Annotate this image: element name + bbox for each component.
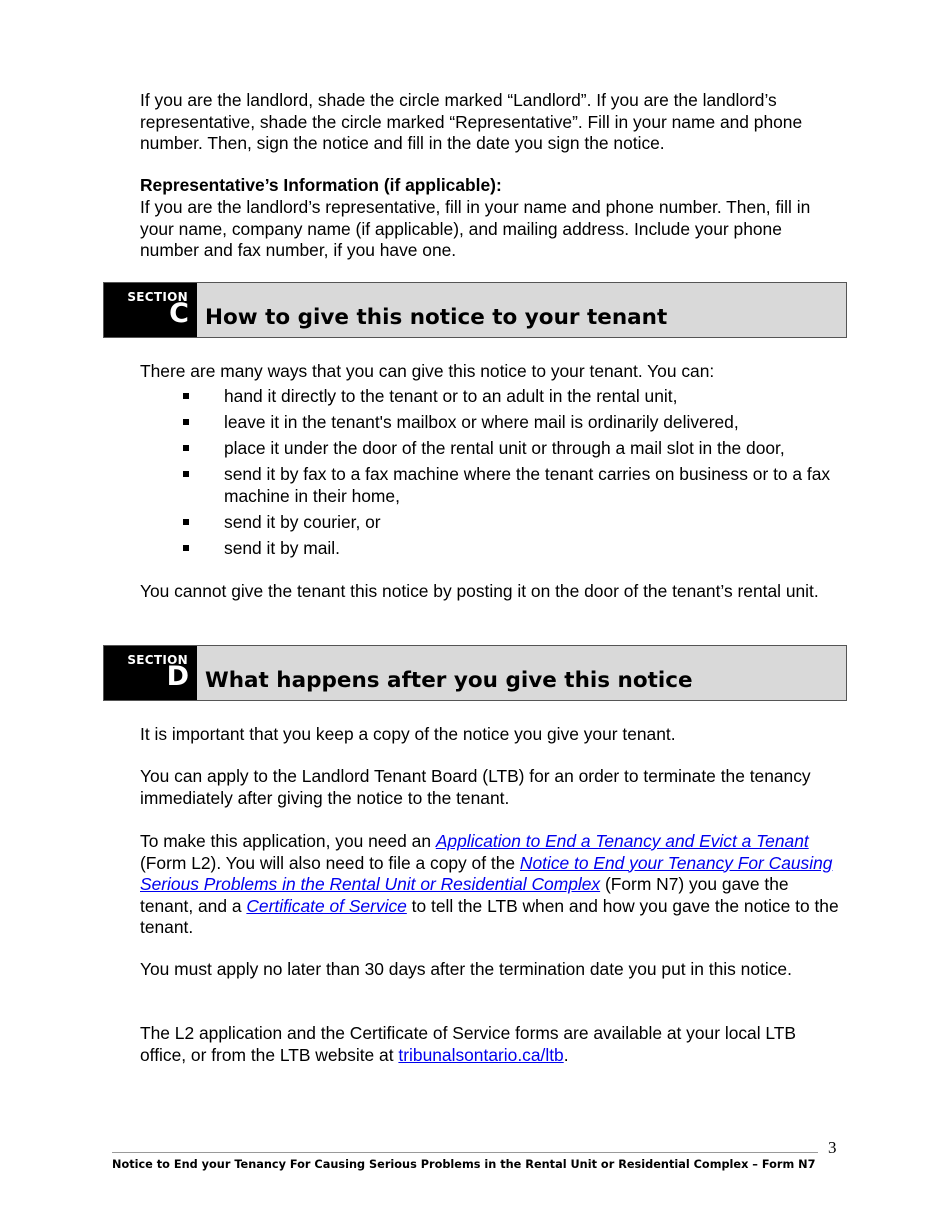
list-item: place it under the door of the rental unit or through a mail slot in the door, xyxy=(140,438,840,460)
bullet-icon xyxy=(183,519,189,525)
apply-ltb-text: You can apply to the Landlord Tenant Board (LTB) for an order to terminate the tenancy immediately after giving the notice to the tenant. xyxy=(140,766,811,808)
section-c-header xyxy=(103,282,847,338)
forms-availability-text: The L2 application and the Certificate of Service forms are available at your local LTB office, or from the LTB website at tribunalsontario.ca/ltb. xyxy=(140,1023,797,1065)
bullet-icon xyxy=(183,545,189,551)
section-label: SECTION xyxy=(127,290,188,304)
section-c-intro: There are many ways that you can give this notice to your tenant. You can: xyxy=(140,361,715,381)
section-d-tag xyxy=(104,646,197,700)
page-number: 3 xyxy=(828,1138,837,1157)
l2-form-link[interactable]: Application to End a Tenancy and Evict a Tenant xyxy=(435,831,809,851)
landlord-instructions: If you are the landlord, shade the circle marked “Landlord”. If you are the landlord’s representative, shade the circle marked “Representative”. Fill in your name and phone number. Then, sign the notice and fill in the date you sign the notice. xyxy=(140,90,803,153)
section-c-title: How to give this notice to your tenant xyxy=(205,305,668,330)
list-item: hand it directly to the tenant or to an adult in the rental unit, xyxy=(140,386,840,408)
keep-copy-text: It is important that you keep a copy of the notice you give your tenant. xyxy=(140,724,676,744)
ltb-website-link[interactable]: tribunalsontario.ca/ltb xyxy=(398,1044,564,1065)
bullet-icon xyxy=(183,419,189,425)
bullet-icon xyxy=(183,393,189,399)
certificate-of-service-link[interactable]: Certificate of Service xyxy=(246,895,407,916)
list-item: send it by mail. xyxy=(140,538,840,560)
section-c-tag xyxy=(104,283,197,337)
section-d-header xyxy=(103,645,847,701)
footer-title: Notice to End your Tenancy For Causing Serious Problems in the Rental Unit or Residential Complex – Form N7 xyxy=(112,1158,816,1171)
section-label: SECTION xyxy=(127,653,188,667)
list-item: send it by fax to a fax machine where the tenant carries on business or to a fax machine in their home, xyxy=(140,464,840,507)
section-letter: D xyxy=(166,661,189,692)
n7-form-link[interactable]: Notice to End your Tenancy For Causing Serious Problems in the Rental Unit or Residential Complex xyxy=(140,852,833,894)
section-c-closing: You cannot give the tenant this notice by posting it on the door of the tenant’s rental unit. xyxy=(140,581,819,601)
bullet-icon xyxy=(183,445,189,451)
delivery-methods-list xyxy=(140,386,840,564)
representative-instructions: If you are the landlord’s representative, fill in your name and phone number. Then, fill in your name, company name (if applicable), and mailing address. Include your phone number and fax number, if you have one. xyxy=(140,197,811,260)
application-forms-text: To make this application, you need an Application to End a Tenancy and Evict a Tenant (Form L2). You will also need to file a copy of the Notice to End your Tenancy For Causing Serious Problems in the Rental Unit or Residential Complex (Form N7) you gave the tenant, and a Certificate of Service to tell the LTB when and how you gave the notice to the tenant. xyxy=(140,831,839,937)
list-item: leave it in the tenant's mailbox or where mail is ordinarily delivered, xyxy=(140,412,840,434)
footer-divider xyxy=(112,1152,818,1153)
section-letter: C xyxy=(169,298,189,329)
deadline-text: You must apply no later than 30 days after the termination date you put in this notice. xyxy=(140,959,792,979)
bullet-icon xyxy=(183,471,189,477)
representative-heading: Representative’s Information (if applicable): xyxy=(140,175,502,195)
list-item: send it by courier, or xyxy=(140,512,840,534)
section-d-title: What happens after you give this notice xyxy=(205,668,693,693)
